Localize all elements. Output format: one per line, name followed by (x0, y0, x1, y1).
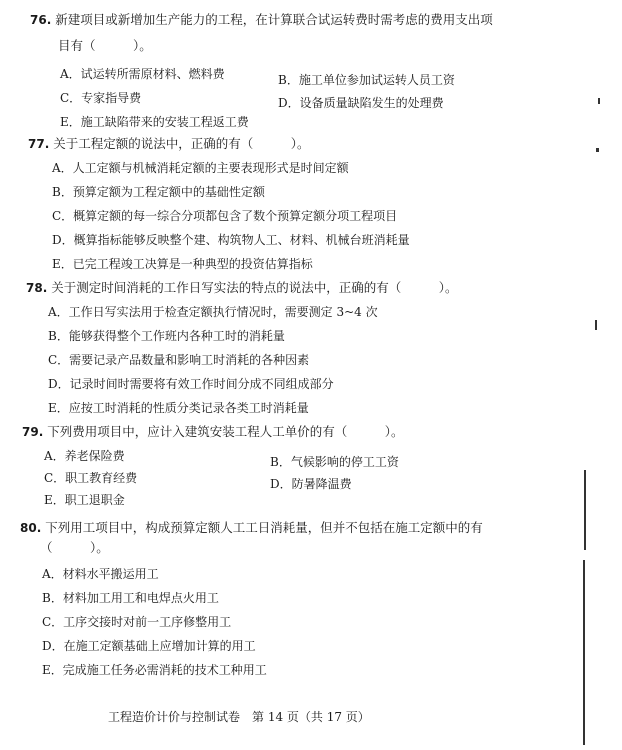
scan-mark (584, 470, 586, 550)
question-80-option-e: E．完成施工任务必需消耗的技术工种用工 (42, 663, 267, 677)
question-77-stem (28, 136, 310, 152)
question-77-option-e: E．已完工程竣工决算是一种典型的投资估算指标 (52, 257, 313, 271)
question-text: 关于测定时间消耗的工作日写实法的特点的说法中，正确的有（ ）。 (51, 280, 458, 295)
question-number: 79. (22, 425, 44, 439)
question-79-option-e: E．职工退职金 (44, 493, 125, 507)
question-80-option-a: A．材料水平搬运用工 (42, 567, 159, 581)
question-76-stem (30, 12, 493, 28)
question-number: 78. (26, 281, 48, 295)
question-77-option-c: C．概算定额的每一综合分项都包含了数个预算定额分项工程项目 (52, 209, 398, 223)
question-80-option-d: D．在施工定额基础上应增加计算的用工 (42, 639, 256, 653)
question-78-option-a: A．工作日写实法用于检查定额执行情况时，需要测定 3~4 次 (48, 305, 378, 319)
question-77-option-b: B．预算定额为工程定额中的基础性定额 (52, 185, 265, 199)
question-80-option-c: C．工序交接时对前一工序修整用工 (42, 615, 232, 629)
question-78-stem (26, 280, 458, 296)
question-number: 80. (20, 521, 42, 535)
question-number: 76. (30, 13, 52, 27)
question-76-stem-cont: 目有（ ）。 (58, 38, 152, 53)
scan-mark (596, 148, 599, 152)
question-76-option-c: C．专家指导费 (60, 91, 142, 105)
question-77-option-d: D．概算指标能够反映整个建、构筑物人工、材料、机械台班消耗量 (52, 233, 410, 247)
page-footer: 工程造价计价与控制试卷 第 14 页（共 17 页） (108, 710, 370, 724)
question-79-option-c: C．职工教育经费 (44, 471, 138, 485)
scan-mark (598, 98, 600, 104)
question-76-option-e: E．施工缺陷带来的安装工程返工费 (60, 115, 249, 129)
scan-mark (595, 320, 597, 330)
question-text: 下列费用项目中，应计入建筑安装工程人工单价的有（ ）。 (47, 424, 404, 439)
question-76-option-a: A．试运转所需原材料、燃料费 (60, 67, 225, 81)
question-80-stem-cont: （ ）。 (40, 540, 109, 555)
question-78-option-d: D．记录时间时需要将有效工作时间分成不同组成部分 (48, 377, 334, 391)
question-78-option-e: E．应按工时消耗的性质分类记录各类工时消耗量 (48, 401, 309, 415)
question-79-option-d: D．防暑降温费 (270, 477, 352, 491)
question-80-stem (20, 520, 483, 536)
question-79-option-a: A．养老保险费 (44, 449, 125, 463)
question-76-option-d: D．设备质量缺陷发生的处理费 (278, 96, 444, 110)
question-number: 77. (28, 137, 50, 151)
question-text: 关于工程定额的说法中，正确的有（ ）。 (53, 136, 310, 151)
question-80-option-b: B．材料加工用工和电焊点火用工 (42, 591, 219, 605)
question-78-option-c: C．需要记录产品数量和影响工时消耗的各种因素 (48, 353, 310, 367)
scan-mark (583, 560, 585, 745)
question-79-stem (22, 424, 404, 440)
question-text: 下列用工项目中，构成预算定额人工工日消耗量，但并不包括在施工定额中的有 (45, 520, 483, 535)
question-77-option-a: A．人工定额与机械消耗定额的主要表现形式是时间定额 (52, 161, 349, 175)
question-78-option-b: B．能够获得整个工作班内各种工时的消耗量 (48, 329, 285, 343)
question-text: 新建项目或新增加生产能力的工程，在计算联合试运转费时需考虑的费用支出项 (55, 12, 493, 27)
question-79-option-b: B．气候影响的停工工资 (270, 455, 399, 469)
question-76-option-b: B．施工单位参加试运转人员工资 (278, 73, 455, 87)
